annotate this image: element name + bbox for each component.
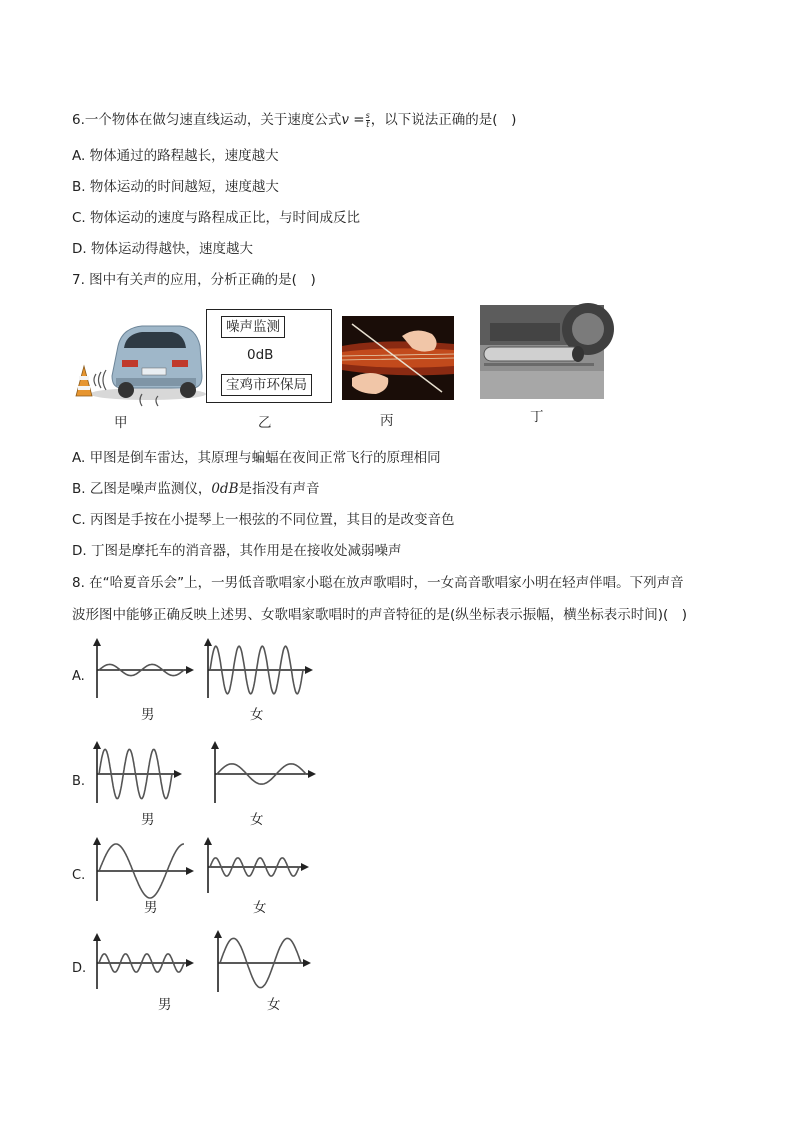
amplitude-axis-arrow — [93, 837, 101, 845]
time-axis-arrow — [301, 863, 309, 871]
q8-option-a-letter[interactable]: A. — [72, 669, 85, 684]
q8-c-female-label: 女 — [253, 900, 267, 916]
q6-stem — [72, 108, 516, 129]
car-reversing-radar-image — [68, 316, 208, 408]
noise-monitor-footer: 宝鸡市环保局 — [221, 374, 312, 396]
q7-stem: 7. 图中有关声的应用，分析正确的是( ) — [72, 272, 316, 288]
violin-image — [342, 316, 454, 400]
amplitude-axis-arrow — [204, 638, 212, 646]
time-axis-arrow — [174, 770, 182, 778]
noise-monitor-title: 噪声监测 — [221, 316, 285, 338]
q6-option-d[interactable]: D. 物体运动得越快，速度越大 — [72, 241, 253, 257]
q8-d-female-waveform — [215, 928, 315, 994]
figure-jia-caption: 甲 — [114, 415, 128, 431]
amplitude-axis-arrow — [93, 638, 101, 646]
time-axis-arrow — [303, 959, 311, 967]
q8-b-male-waveform — [94, 739, 186, 805]
q6-option-a[interactable]: A. 物体通过的路程越长，速度越大 — [72, 148, 279, 164]
q8-b-female-waveform — [212, 739, 320, 805]
q7-option-d[interactable]: D. 丁图是摩托车的消音器，其作用是在接收处减弱噪声 — [72, 543, 402, 559]
amplitude-axis-arrow — [204, 837, 212, 845]
q8-stem-line1: 8. 在“哈夏音乐会”上，一男低音歌唱家小聪在放声歌唱时，一女高音歌唱家小明在轻声伴唱。下列声音 — [72, 575, 684, 591]
q7-option-a[interactable]: A. 甲图是倒车雷达，其原理与蝙蝠在夜间正常飞行的原理相同 — [72, 450, 441, 466]
figure-yi-caption: 乙 — [258, 415, 272, 431]
q7-option-b-after: 是指没有声音 — [238, 481, 320, 497]
q8-option-d-letter[interactable]: D. — [72, 961, 87, 976]
q8-a-male-label: 男 — [141, 707, 155, 723]
q6-formula-numerator: s — [365, 110, 370, 120]
q8-d-female-label: 女 — [267, 997, 281, 1013]
time-axis-arrow — [305, 666, 313, 674]
q6-formula-denominator: t — [366, 119, 370, 129]
time-axis-arrow — [308, 770, 316, 778]
q6-stem-before: 6.一个物体在做匀速直线运动，关于速度公式 — [72, 112, 342, 128]
figure-bing-caption: 丙 — [380, 413, 394, 429]
q6-option-b[interactable]: B. 物体运动的时间越短，速度越大 — [72, 179, 279, 195]
figure-ding-caption: 丁 — [530, 409, 544, 425]
q7-option-b-before: B. 乙图是噪声监测仪， — [72, 481, 212, 497]
q8-d-male-label: 男 — [158, 997, 172, 1013]
q6-option-c[interactable]: C. 物体运动的速度与路程成正比，与时间成反比 — [72, 210, 361, 226]
amplitude-axis-arrow — [93, 741, 101, 749]
q8-d-male-waveform — [94, 931, 198, 991]
q8-c-male-label: 男 — [144, 900, 158, 916]
q8-a-female-waveform — [205, 636, 317, 700]
amplitude-axis-arrow — [211, 741, 219, 749]
q7-option-b-unit: 0dB — [211, 481, 239, 497]
q6-formula-fraction — [366, 112, 370, 129]
q8-b-male-label: 男 — [141, 812, 155, 828]
q6-formula-lhs: v = — [341, 112, 365, 128]
noise-monitor-panel — [206, 309, 332, 403]
q8-option-b-letter[interactable]: B. — [72, 774, 86, 789]
q8-option-c-letter[interactable]: C. — [72, 868, 86, 883]
amplitude-axis-arrow — [93, 933, 101, 941]
time-axis-arrow — [186, 666, 194, 674]
q7-option-b[interactable] — [72, 477, 320, 497]
noise-monitor-value: 0dB — [247, 347, 274, 363]
time-axis-arrow — [186, 959, 194, 967]
q8-b-female-label: 女 — [250, 812, 264, 828]
q8-c-female-waveform — [205, 835, 313, 895]
time-axis-arrow — [186, 867, 194, 875]
q6-stem-after: ，以下说法正确的是( ) — [370, 112, 517, 128]
amplitude-axis-arrow — [214, 930, 222, 938]
q8-c-male-waveform — [94, 835, 198, 903]
q8-a-female-label: 女 — [250, 707, 264, 723]
q7-option-c[interactable]: C. 丙图是手按在小提琴上一根弦的不同位置，其目的是改变音色 — [72, 512, 455, 528]
motorcycle-muffler-image — [480, 305, 604, 399]
q8-a-male-waveform — [94, 636, 198, 700]
q8-stem-line2: 波形图中能够正确反映上述男、女歌唱家歌唱时的声音特征的是(纵坐标表示振幅，横坐标表示时间)( ) — [72, 607, 688, 623]
